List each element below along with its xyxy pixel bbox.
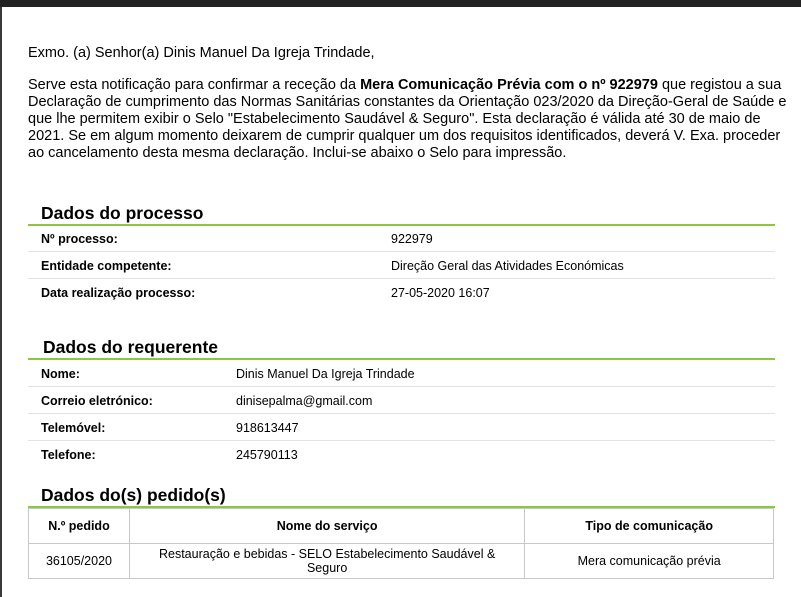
table-header-row <box>29 509 774 544</box>
section-title-requerente: Dados do requerente <box>43 337 219 357</box>
process-date-label: Data realização processo: <box>41 286 196 300</box>
service-name-cell: Restauração e bebidas - SELO Estabelecimento Saudável & Seguro <box>129 544 524 579</box>
intro-text-1: Serve esta notificação para confirmar a receção da <box>28 77 361 93</box>
email-value: dinisepalma@gmail.com <box>236 394 373 408</box>
entity-value: Direção Geral das Atividades Económicas <box>391 259 624 273</box>
mobile-label: Telemóvel: <box>41 421 106 435</box>
section-rule-processo <box>28 224 775 226</box>
phone-label: Telefone: <box>41 448 96 462</box>
greeting: Exmo. (a) Senhor(a) Dinis Manuel Da Igreja Trindade, <box>28 45 375 61</box>
order-number-cell: 36105/2020 <box>29 544 130 579</box>
row-divider <box>28 440 775 441</box>
communication-type-cell: Mera comunicação prévia <box>525 544 774 579</box>
column-header-order-number: N.º pedido <box>29 509 130 544</box>
left-border <box>0 7 2 597</box>
name-value: Dinis Manuel Da Igreja Trindade <box>236 367 415 381</box>
section-title-processo: Dados do processo <box>41 203 204 223</box>
mobile-value: 918613447 <box>236 421 299 435</box>
section-rule-requerente <box>28 358 775 360</box>
intro-text-2: que registou a sua Declaração de cumprimento das Normas Sanitárias constantes da Orientação 023/2020 da Direção-Geral de Saúde e que lhe permitem exibir o Selo "Estabelecimento Saudável & Seguro". Esta declaração é válida até 30 de maio de 2021. Se em algum momento deixarem de cumprir qualquer um dos requisitos identificados, deverá V. Exa. proceder ao cancelamento desta mesma declaração. Inclui-se abaixo o Selo para impressão. <box>28 77 787 161</box>
row-divider <box>28 251 775 252</box>
table-row <box>29 544 774 579</box>
email-label: Correio eletrónico: <box>41 394 153 408</box>
intro-bold-reference: Mera Comunicação Prévia com o nº 922979 <box>360 77 658 93</box>
name-label: Nome: <box>41 367 80 381</box>
row-divider <box>28 386 775 387</box>
orders-table <box>28 508 774 579</box>
process-date-value: 27-05-2020 16:07 <box>391 286 490 300</box>
column-header-service-name: Nome do serviço <box>129 509 524 544</box>
process-number-value: 922979 <box>391 232 433 246</box>
top-bar <box>0 0 801 7</box>
row-divider <box>28 278 775 279</box>
row-divider <box>28 413 775 414</box>
section-title-pedidos: Dados do(s) pedido(s) <box>41 485 226 505</box>
intro-paragraph <box>28 77 788 162</box>
process-number-label: Nº processo: <box>41 232 118 246</box>
phone-value: 245790113 <box>236 448 298 462</box>
entity-label: Entidade competente: <box>41 259 172 273</box>
column-header-communication-type: Tipo de comunicação <box>525 509 774 544</box>
